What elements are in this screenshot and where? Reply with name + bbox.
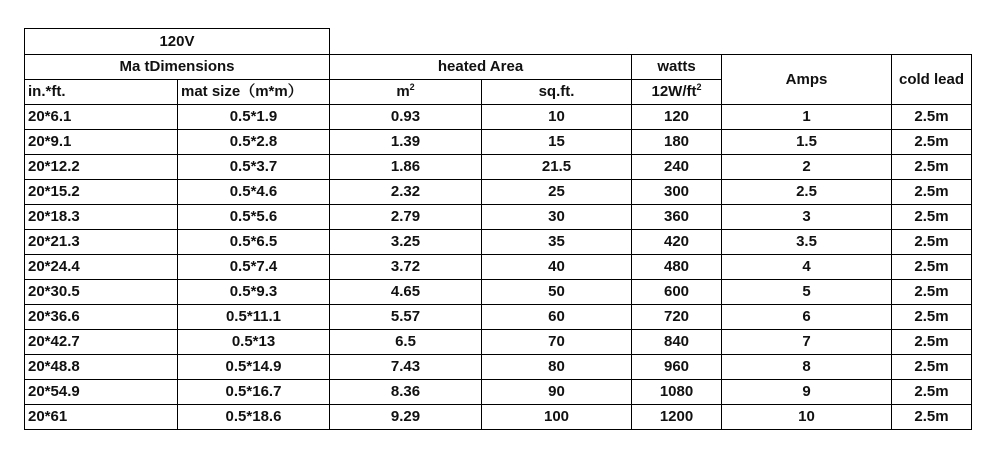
table-row bbox=[25, 130, 972, 155]
table-row bbox=[25, 280, 972, 305]
area-m2-cell: 2.79 bbox=[330, 205, 482, 230]
watts-cell: 120 bbox=[632, 105, 722, 130]
watts-cell: 960 bbox=[632, 355, 722, 380]
area-sqft-cell: 70 bbox=[482, 330, 632, 355]
inft-column-header: in.*ft. bbox=[25, 80, 178, 105]
table-row bbox=[25, 230, 972, 255]
table-row bbox=[25, 405, 972, 430]
table-row bbox=[25, 205, 972, 230]
table-row bbox=[25, 380, 972, 405]
mat-size-cell: 0.5*6.5 bbox=[178, 230, 330, 255]
table-row bbox=[25, 180, 972, 205]
blank-cell bbox=[330, 29, 972, 55]
amps-cell: 9 bbox=[722, 380, 892, 405]
inft-cell: 20*24.4 bbox=[25, 255, 178, 280]
amps-cell: 2.5 bbox=[722, 180, 892, 205]
amps-cell: 2 bbox=[722, 155, 892, 180]
cold-lead-cell: 2.5m bbox=[892, 255, 972, 280]
inft-cell: 20*6.1 bbox=[25, 105, 178, 130]
area-sqft-cell: 80 bbox=[482, 355, 632, 380]
heated-area-header: heated Area bbox=[330, 55, 632, 80]
cold-lead-cell: 2.5m bbox=[892, 380, 972, 405]
cold-lead-cell: 2.5m bbox=[892, 130, 972, 155]
area-m2-cell: 1.86 bbox=[330, 155, 482, 180]
amps-cell: 1 bbox=[722, 105, 892, 130]
table-row bbox=[25, 355, 972, 380]
cold-lead-header: cold lead bbox=[892, 55, 972, 105]
area-m2-cell: 7.43 bbox=[330, 355, 482, 380]
mat-size-cell: 0.5*1.9 bbox=[178, 105, 330, 130]
cold-lead-cell: 2.5m bbox=[892, 205, 972, 230]
area-sqft-cell: 50 bbox=[482, 280, 632, 305]
area-m2-cell: 2.32 bbox=[330, 180, 482, 205]
group-header-row bbox=[25, 55, 972, 80]
watts-rate-unit: 12W/ft bbox=[651, 83, 697, 100]
watts-rate-superscript: 2 bbox=[696, 82, 702, 92]
mat-size-cell: 0.5*3.7 bbox=[178, 155, 330, 180]
mat-size-cell: 0.5*9.3 bbox=[178, 280, 330, 305]
mat-size-cell: 0.5*13 bbox=[178, 330, 330, 355]
watts-cell: 480 bbox=[632, 255, 722, 280]
cold-lead-cell: 2.5m bbox=[892, 180, 972, 205]
area-m2-cell: 8.36 bbox=[330, 380, 482, 405]
amps-cell: 1.5 bbox=[722, 130, 892, 155]
area-sqft-cell: 60 bbox=[482, 305, 632, 330]
watts-cell: 240 bbox=[632, 155, 722, 180]
cold-lead-cell: 2.5m bbox=[892, 330, 972, 355]
mat-size-column-header: mat size（m*m） bbox=[178, 80, 330, 105]
amps-cell: 10 bbox=[722, 405, 892, 430]
inft-cell: 20*30.5 bbox=[25, 280, 178, 305]
watts-cell: 720 bbox=[632, 305, 722, 330]
area-sqft-cell: 10 bbox=[482, 105, 632, 130]
sqft-column-header: sq.ft. bbox=[482, 80, 632, 105]
area-sqft-cell: 35 bbox=[482, 230, 632, 255]
amps-cell: 3.5 bbox=[722, 230, 892, 255]
mat-size-cell: 0.5*16.7 bbox=[178, 380, 330, 405]
watts-rate-column-header bbox=[632, 80, 722, 105]
table-row bbox=[25, 330, 972, 355]
watts-cell: 1080 bbox=[632, 380, 722, 405]
inft-cell: 20*21.3 bbox=[25, 230, 178, 255]
inft-cell: 20*9.1 bbox=[25, 130, 178, 155]
m2-superscript: 2 bbox=[409, 82, 415, 92]
inft-cell: 20*42.7 bbox=[25, 330, 178, 355]
amps-cell: 4 bbox=[722, 255, 892, 280]
table-row bbox=[25, 305, 972, 330]
amps-cell: 5 bbox=[722, 280, 892, 305]
mat-size-cell: 0.5*14.9 bbox=[178, 355, 330, 380]
area-m2-cell: 0.93 bbox=[330, 105, 482, 130]
watts-header: watts bbox=[632, 55, 722, 80]
table-row bbox=[25, 155, 972, 180]
area-sqft-cell: 100 bbox=[482, 405, 632, 430]
amps-cell: 7 bbox=[722, 330, 892, 355]
watts-cell: 180 bbox=[632, 130, 722, 155]
mat-size-cell: 0.5*2.8 bbox=[178, 130, 330, 155]
mat-size-cell: 0.5*7.4 bbox=[178, 255, 330, 280]
area-m2-cell: 5.57 bbox=[330, 305, 482, 330]
cold-lead-cell: 2.5m bbox=[892, 405, 972, 430]
amps-cell: 3 bbox=[722, 205, 892, 230]
cold-lead-cell: 2.5m bbox=[892, 230, 972, 255]
mat-size-cell: 0.5*5.6 bbox=[178, 205, 330, 230]
inft-cell: 20*61 bbox=[25, 405, 178, 430]
watts-cell: 360 bbox=[632, 205, 722, 230]
watts-cell: 1200 bbox=[632, 405, 722, 430]
amps-cell: 8 bbox=[722, 355, 892, 380]
watts-cell: 420 bbox=[632, 230, 722, 255]
cold-lead-cell: 2.5m bbox=[892, 280, 972, 305]
cold-lead-cell: 2.5m bbox=[892, 305, 972, 330]
inft-cell: 20*15.2 bbox=[25, 180, 178, 205]
inft-cell: 20*18.3 bbox=[25, 205, 178, 230]
area-sqft-cell: 90 bbox=[482, 380, 632, 405]
inft-cell: 20*36.6 bbox=[25, 305, 178, 330]
area-sqft-cell: 40 bbox=[482, 255, 632, 280]
inft-cell: 20*54.9 bbox=[25, 380, 178, 405]
area-sqft-cell: 25 bbox=[482, 180, 632, 205]
mat-size-cell: 0.5*11.1 bbox=[178, 305, 330, 330]
watts-cell: 840 bbox=[632, 330, 722, 355]
area-m2-cell: 9.29 bbox=[330, 405, 482, 430]
area-m2-cell: 6.5 bbox=[330, 330, 482, 355]
cold-lead-cell: 2.5m bbox=[892, 355, 972, 380]
area-m2-cell: 4.65 bbox=[330, 280, 482, 305]
watts-cell: 600 bbox=[632, 280, 722, 305]
table-row bbox=[25, 255, 972, 280]
amps-header: Amps bbox=[722, 55, 892, 105]
m2-unit: m bbox=[396, 83, 410, 100]
area-m2-cell: 3.25 bbox=[330, 230, 482, 255]
area-sqft-cell: 21.5 bbox=[482, 155, 632, 180]
amps-cell: 6 bbox=[722, 305, 892, 330]
mat-size-cell: 0.5*18.6 bbox=[178, 405, 330, 430]
area-m2-cell: 1.39 bbox=[330, 130, 482, 155]
area-m2-cell: 3.72 bbox=[330, 255, 482, 280]
cold-lead-cell: 2.5m bbox=[892, 105, 972, 130]
cold-lead-cell: 2.5m bbox=[892, 155, 972, 180]
inft-cell: 20*48.8 bbox=[25, 355, 178, 380]
area-sqft-cell: 30 bbox=[482, 205, 632, 230]
inft-cell: 20*12.2 bbox=[25, 155, 178, 180]
mat-dimensions-header: Ma tDimensions bbox=[25, 55, 330, 80]
voltage-row bbox=[25, 29, 972, 55]
voltage-header: 120V bbox=[25, 29, 330, 55]
m2-column-header bbox=[330, 80, 482, 105]
watts-cell: 300 bbox=[632, 180, 722, 205]
mat-size-cell: 0.5*4.6 bbox=[178, 180, 330, 205]
heating-mat-spec-table bbox=[24, 28, 972, 430]
table-row bbox=[25, 105, 972, 130]
area-sqft-cell: 15 bbox=[482, 130, 632, 155]
